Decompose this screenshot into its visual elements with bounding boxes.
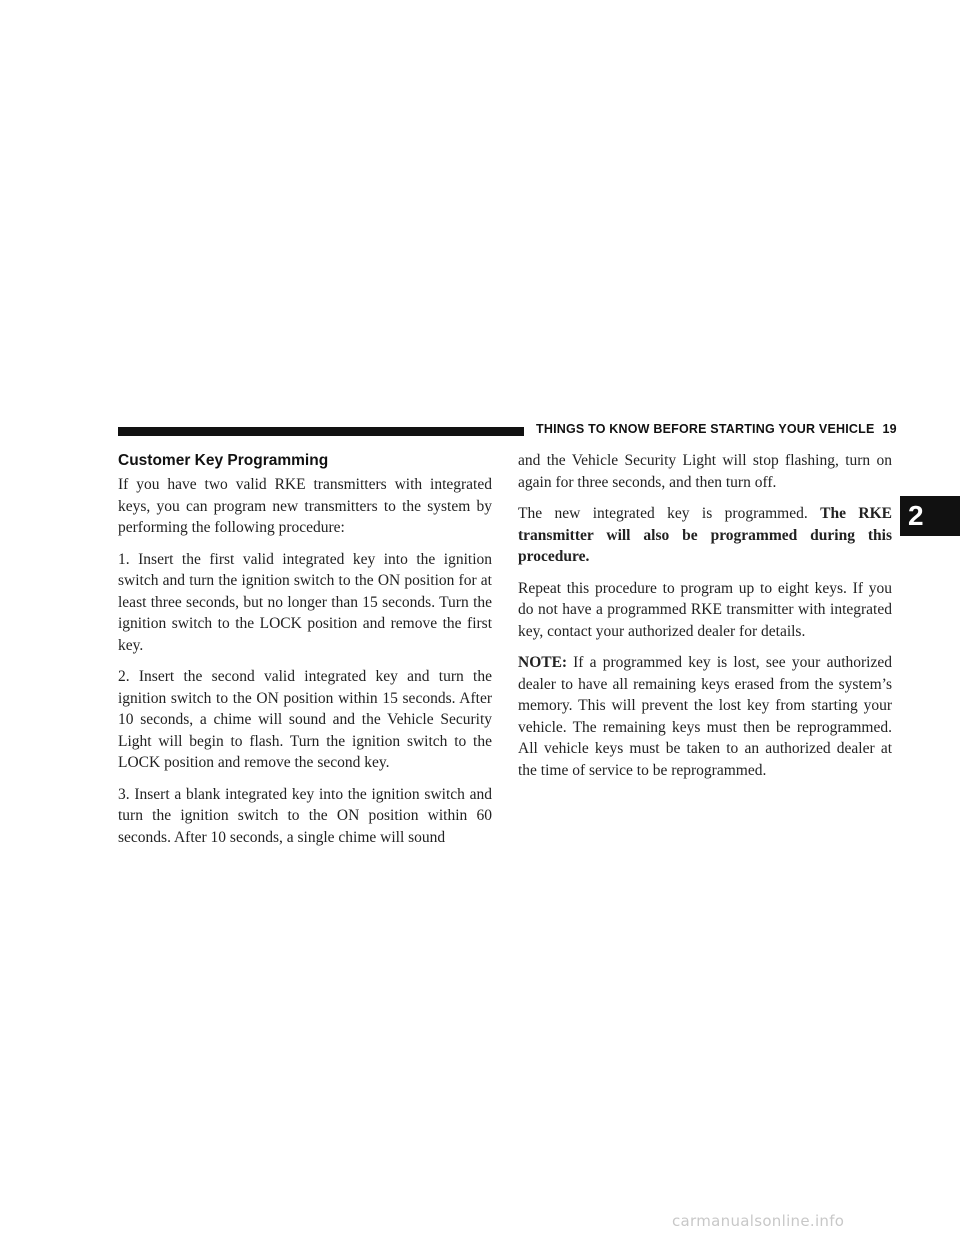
left-column [118,450,492,858]
footer-watermark[interactable]: carmanualsonline.info [672,1212,845,1230]
programmed-text: The new integrated key is programmed. [518,505,821,522]
page-number: 19 [882,422,897,436]
step-1-paragraph: 1. Insert the first valid integrated key into the ignition switch and turn the ignition switch to the ON position for at least three seconds, but no longer than 15 seconds. Turn the ignition switch to the LOCK position and remove the first key. [118,550,492,654]
note-label: NOTE: [518,654,568,671]
section-title: Customer Key Programming [118,452,329,469]
step-2-paragraph: 2. Insert the second valid integrated key and turn the ignition switch to the ON position within 15 seconds. After 10 seconds, a chime will sound and the Vehicle Security Light will begin to flash. Turn the ignition switch to the LOCK position and remove the second key. [118,668,492,771]
repeat-paragraph: Repeat this procedure to program up to eight keys. If you do not have a programmed RKE transmitter with integrated key, contact your authorized dealer for details. [518,579,892,640]
step-3-paragraph: 3. Insert a blank integrated key into the ignition switch and turn the ignition switch to the ON position within 60 seconds. After 10 seconds, a single chime will sound [118,785,492,846]
running-header [536,422,897,436]
step-3-continued-paragraph: and the Vehicle Security Light will stop flashing, turn on again for three seconds, and then turn off. [518,452,892,491]
intro-paragraph: If you have two valid RKE transmitters with integrated keys, you can program new transmitters to the system by performing the following procedure: [118,476,492,536]
header-rule [118,427,524,436]
chapter-tab: 2 [900,496,960,536]
running-title: THINGS TO KNOW BEFORE STARTING YOUR VEHICLE [536,422,875,436]
right-column [518,450,892,791]
programmed-paragraph [518,503,892,568]
note-paragraph [518,652,892,781]
programmed-bold-text: The RKE transmitter will also be programmed during this procedure. [518,505,892,565]
note-text: If a programmed key is lost, see your authorized dealer to have all remaining keys erased from the system’s memory. This will prevent the lost key from starting your vehicle. The remaining keys must then be reprogrammed. All vehicle keys must be taken to an authorized dealer at the time of service to be reprogrammed. [518,654,892,779]
